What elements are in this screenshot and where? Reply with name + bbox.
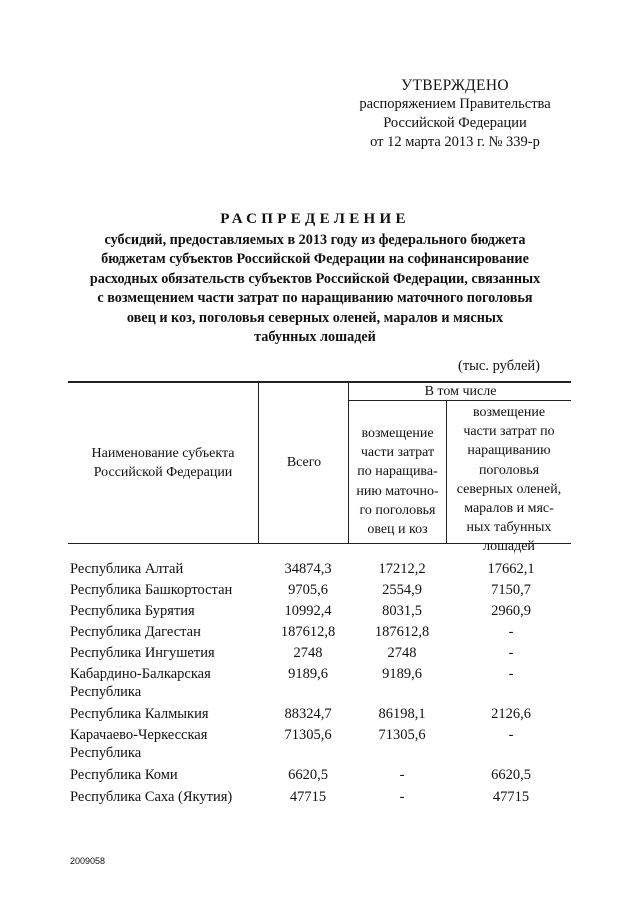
total-value: 71305,6 [284,727,332,743]
total-value: 9705,6 [288,582,328,598]
title-line: овец и коз, поголовья северных оленей, маралов и мясных [126,309,504,326]
footer-code: 2009058 [70,856,106,866]
total-value: 6620,5 [288,767,328,783]
total-value: 2748 [293,645,323,661]
deer-value: 6620,5 [491,767,531,783]
deer-value: - [508,645,514,661]
deer-value: - [508,666,514,682]
sheep-value: 9189,6 [382,666,422,682]
sheep-value: 2554,9 [382,582,422,598]
deer-value: - [508,624,514,640]
region-name: Республика Ингушетия [70,645,215,661]
approval-line-3: от 12 марта 2013 г. № 339-р [370,134,540,150]
approval-line-1: распоряжением Правительства [359,96,551,112]
deer-value: 7150,7 [491,582,531,598]
region-name: Республика Саха (Якутия) [70,789,233,805]
region-name: Республика Дагестан [70,624,201,640]
region-name: Республика Коми [70,767,178,783]
title-line: расходных обязательств субъектов Российской Федерации, связанных [89,270,541,287]
total-value: 47715 [289,789,327,805]
sheep-value: - [399,789,405,805]
sheep-value: 187612,8 [374,624,430,640]
title-line: субсидий, предоставляемых в 2013 году из федерального бюджета [104,231,526,248]
region-name: Республика Калмыкия [70,706,209,722]
region-name: Кабардино-Балкарская Республика [70,666,211,700]
deer-value: 47715 [492,789,530,805]
region-name: Республика Бурятия [70,603,195,619]
title-spaced: РАСПРЕДЕЛЕНИЕ [220,211,410,227]
deer-value: - [508,727,514,743]
approval-stamp [340,76,570,152]
header-name: Наименование субъекта Российской Федерации [91,446,235,481]
sheep-value: 71305,6 [378,727,426,743]
sheep-value: 2748 [387,645,417,661]
total-value: 9189,6 [288,666,328,682]
header-sheep: возмещение части затрат по наращива- нию маточно- го поголовья овец и коз [356,426,439,538]
total-value: 10992,4 [284,603,332,619]
title-line: с возмещением части затрат по наращиванию маточного поголовья [97,290,533,306]
deer-value: 2126,6 [491,706,531,722]
deer-value: 2960,9 [491,603,531,619]
total-value: 187612,8 [280,624,336,640]
sheep-value: - [399,767,405,783]
units-label: (тыс. рублей) [458,358,540,374]
table-col-divider [258,381,259,543]
header-deer: возмещение части затрат по наращиванию поголовья северных оленей, маралов и мяс- ных табунных лошадей [456,405,562,555]
region-name: Республика Башкортостан [70,582,233,598]
region-name: Республика Алтай [70,561,184,577]
header-total: Всего [286,455,322,470]
sheep-value: 17212,2 [378,561,426,577]
total-value: 88324,7 [284,706,332,722]
document-title [60,210,570,348]
total-value: 34874,3 [284,561,332,577]
approval-heading: УТВЕРЖДЕНО [401,77,509,94]
region-name: Карачаево-Черкесская Республика [70,727,208,761]
sheep-value: 8031,5 [382,603,422,619]
title-line: табунных лошадей [254,329,376,345]
sheep-value: 86198,1 [378,706,426,722]
title-line: бюджетам субъектов Российской Федерации на софинансирование [101,251,529,267]
header-group: В том числе [424,384,497,399]
deer-value: 17662,1 [487,561,535,577]
approval-line-2: Российской Федерации [383,115,527,131]
